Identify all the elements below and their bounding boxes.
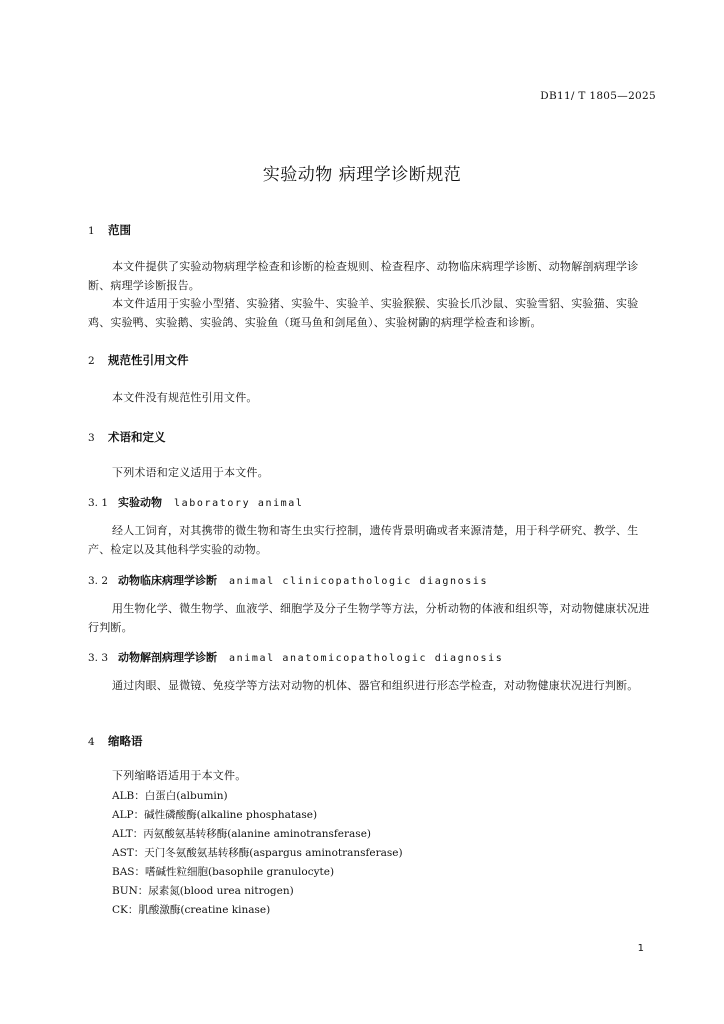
term-number: 3. 1: [88, 497, 109, 509]
abbreviation-item: CK：肌酸激酶(creatine kinase): [112, 904, 271, 916]
section-4-heading: [88, 733, 143, 749]
term-number: 3. 3: [88, 652, 109, 664]
term-en: animal clinicopathologic diagnosis: [229, 576, 489, 587]
abbreviation-item: AST：天门冬氨酸氨基转移酶(aspargus aminotransferase): [112, 847, 403, 859]
term-definition: 通过肉眼、显微镜、免疫学等方法对动物的机体、器官和组织进行形态学检查，对动物健康状况进行判断。: [112, 679, 639, 692]
section-number: 1: [88, 225, 95, 237]
section-1-heading: [88, 222, 131, 238]
document-title: 实验动物 病理学诊断规范: [262, 165, 462, 185]
section-title: 规范性引用文件: [108, 353, 189, 367]
abbreviation-item: ALP：碱性磷酸酶(alkaline phosphatase): [112, 809, 318, 821]
paragraph: 本文件没有规范性引用文件。: [112, 391, 258, 404]
paragraph: 本文件适用于实验小型猪、实验猪、实验牛、实验羊、实验猴猴、实验长爪沙鼠、实验雪貂、实验猫、实验鸡、实验鸭、实验鹅、实验鸽、实验鱼（斑马鱼和剑尾鱼）、实验树鼩的病理学检查和诊断。: [88, 297, 639, 329]
term-en: laboratory animal: [174, 498, 304, 509]
term-3-3-heading: [88, 649, 503, 665]
section-title: 范围: [108, 223, 131, 237]
section-number: 2: [88, 355, 95, 367]
paragraph: 下列缩略语适用于本文件。: [112, 769, 247, 782]
section-title: 术语和定义: [108, 430, 166, 444]
page-number: 1: [637, 943, 644, 954]
abbreviation-item: BAS：嗜碱性粒细胞(basophile granulocyte): [112, 866, 335, 878]
term-en: animal anatomicopathologic diagnosis: [229, 653, 504, 664]
section-2-heading: [88, 352, 189, 368]
term-number: 3. 2: [88, 575, 109, 587]
section-number: 4: [88, 736, 95, 748]
standard-number: DB11/ T 1805—2025: [540, 90, 656, 102]
term-3-1-heading: [88, 494, 304, 510]
paragraph: 下列术语和定义适用于本文件。: [112, 466, 269, 479]
term-definition: 经人工饲育，对其携带的微生物和寄生虫实行控制，遗传背景明确或者来源清楚，用于科学研究、教学、生产、检定以及其他科学实验的动物。: [88, 524, 639, 556]
section-title: 缩略语: [108, 734, 143, 748]
term-zh: 动物解剖病理学诊断: [118, 651, 217, 664]
term-3-2-heading: [88, 572, 488, 588]
abbreviation-item: ALB：白蛋白(albumin): [112, 790, 228, 802]
paragraph: 本文件提供了实验动物病理学检查和诊断的检查规则、检查程序、动物临床病理学诊断、动物解剖病理学诊断、病理学诊断报告。: [88, 260, 639, 292]
term-zh: 动物临床病理学诊断: [118, 574, 217, 587]
abbreviation-list: [112, 787, 403, 920]
abbreviation-item: ALT：丙氨酸氨基转移酶(alanine aminotransferase): [112, 828, 371, 840]
term-zh: 实验动物: [118, 496, 162, 509]
section-3-heading: [88, 429, 166, 445]
abbreviation-item: BUN：尿素氮(blood urea nitrogen): [112, 885, 294, 897]
section-number: 3: [88, 432, 95, 444]
term-definition: 用生物化学、微生物学、血液学、细胞学及分子生物学等方法，分析动物的体液和组织等，对动物健康状况进行判断。: [88, 602, 650, 634]
